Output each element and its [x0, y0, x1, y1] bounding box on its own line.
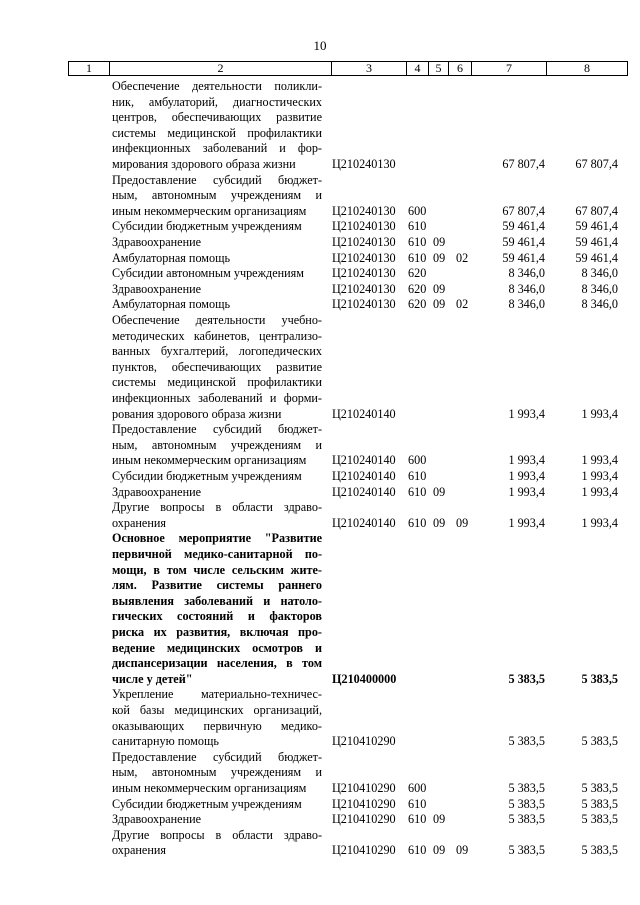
row-amount-1: 5 383,5 — [508, 796, 545, 811]
column-header-4: 4 — [406, 62, 428, 75]
row-name-line: ным, автономным учреждениям и — [112, 437, 322, 452]
row-amount-1: 1 993,4 — [508, 484, 545, 499]
row-expense-type: 620 — [408, 281, 427, 296]
row-name-line: числе у детей" — [112, 671, 193, 686]
row-amount-2: 59 461,4 — [575, 235, 618, 249]
row-name-line: рования здорового образа жизни — [112, 406, 282, 421]
table-row — [0, 485, 640, 501]
row-amount-2: 67 807,4 — [575, 203, 618, 218]
row-name-line: ник, амбулаторий, диагностических — [112, 94, 322, 109]
row-name-line: Здравоохранение — [112, 281, 202, 296]
row-name — [112, 282, 322, 298]
row-expense-type: 620 — [408, 297, 427, 312]
row-section: 09 — [433, 235, 446, 249]
row-code: Ц210240130 — [332, 235, 396, 249]
row-name — [112, 485, 322, 501]
row-amount-1: 1 993,4 — [508, 469, 545, 483]
row-amount-2: 67 807,4 — [575, 157, 618, 171]
row-expense-type: 610 — [408, 219, 427, 234]
row-amount-2: 1 993,4 — [581, 484, 618, 499]
row-name — [112, 469, 322, 485]
row-name — [112, 812, 322, 828]
column-header-row — [68, 61, 628, 76]
row-code: Ц210240130 — [332, 266, 396, 281]
row-amount-2: 5 383,5 — [581, 843, 618, 858]
row-name-line: ведение медицинских осмотров и — [112, 640, 322, 655]
row-code: Ц210240140 — [332, 453, 396, 468]
row-name — [112, 500, 322, 531]
row-expense-type: 610 — [408, 484, 427, 499]
row-amount-1: 59 461,4 — [502, 235, 545, 249]
row-name-line: пунктов, обеспечивающих развитие — [112, 359, 322, 374]
row-name-line: мощи, в том числе сельским жите- — [112, 562, 322, 577]
column-header-1: 1 — [86, 61, 92, 75]
row-name — [112, 797, 322, 813]
table-row — [0, 297, 640, 313]
row-amount-1: 5 383,5 — [508, 671, 545, 686]
row-name-line: Амбулаторная помощь — [112, 250, 231, 265]
row-code: Ц210240130 — [332, 157, 396, 171]
row-amount-1: 67 807,4 — [502, 157, 545, 171]
row-name-line: Обеспечение деятельности поликли- — [112, 79, 322, 93]
table-row — [0, 266, 640, 282]
row-amount-1: 8 346,0 — [508, 281, 545, 296]
row-name-line: Субсидии бюджетным учреждениям — [112, 796, 302, 811]
row-name — [112, 235, 322, 251]
column-header-7: 7 — [471, 62, 546, 75]
row-name — [112, 750, 322, 797]
row-expense-type: 610 — [408, 812, 427, 827]
row-name-line: инфекционных заболеваний и фор- — [112, 141, 322, 156]
row-expense-type: 610 — [408, 843, 427, 858]
row-code: Ц210240130 — [332, 297, 396, 312]
row-amount-2: 5 383,5 — [581, 671, 618, 686]
row-code: Ц210410290 — [332, 781, 396, 795]
row-name — [112, 173, 322, 220]
row-name-line: инфекционных заболеваний и форми- — [112, 390, 322, 405]
row-amount-2: 5 383,5 — [581, 812, 618, 827]
column-header-2: 2 — [109, 62, 331, 75]
row-expense-type: 610 — [408, 469, 427, 483]
row-amount-1: 8 346,0 — [508, 266, 545, 281]
row-code: Ц210240140 — [332, 484, 396, 499]
table-row — [0, 173, 640, 220]
row-section: 09 — [433, 515, 446, 530]
column-header-3: 3 — [331, 62, 406, 75]
row-subsection: 02 — [456, 297, 469, 312]
row-name-line: диспансеризации населения, в том — [112, 656, 322, 671]
row-name — [112, 828, 322, 859]
row-amount-1: 1 993,4 — [508, 515, 545, 530]
row-section: 09 — [433, 812, 446, 827]
row-section: 09 — [433, 484, 446, 499]
row-subsection: 09 — [456, 843, 469, 858]
row-subsection: 02 — [456, 250, 469, 265]
row-name-line: выявления заболеваний и натоло- — [112, 593, 322, 608]
table-row — [0, 313, 640, 422]
row-amount-1: 1 993,4 — [508, 453, 545, 468]
row-code: Ц210240130 — [332, 250, 396, 265]
row-name-line: кой базы медицинских организаций, — [112, 702, 322, 717]
row-name-line: системы медицинской профилактики — [112, 375, 322, 390]
row-amount-1: 1 993,4 — [508, 406, 545, 421]
row-name-line: центров, обеспечивающих развитие — [112, 110, 322, 125]
row-code: Ц210410290 — [332, 796, 396, 811]
row-name-line: иным некоммерческим организациям — [112, 453, 307, 468]
table-row — [0, 750, 640, 797]
row-expense-type: 610 — [408, 235, 427, 249]
row-code: Ц210240140 — [332, 469, 396, 483]
table-row — [0, 469, 640, 485]
table-row — [0, 219, 640, 235]
row-amount-2: 5 383,5 — [581, 734, 618, 749]
row-section: 09 — [433, 250, 446, 265]
row-amount-1: 8 346,0 — [508, 297, 545, 312]
row-name-line: первичной медико-санитарной по- — [112, 546, 322, 561]
table-row — [0, 797, 640, 813]
row-amount-2: 1 993,4 — [581, 406, 618, 421]
row-name — [112, 266, 322, 282]
row-name-line: ным, автономным учреждениям и — [112, 188, 322, 203]
row-subsection: 09 — [456, 515, 469, 530]
page-number: 10 — [313, 38, 327, 53]
row-name-line: Предоставление субсидий бюджет- — [112, 422, 322, 437]
row-amount-1: 5 383,5 — [508, 781, 545, 795]
row-name-line: Амбулаторная помощь — [112, 297, 231, 312]
row-expense-type: 610 — [408, 515, 427, 530]
row-amount-2: 59 461,4 — [575, 219, 618, 234]
row-code: Ц210410290 — [332, 734, 396, 749]
table-row — [0, 251, 640, 267]
row-section: 09 — [433, 281, 446, 296]
column-header-5: 5 — [428, 62, 448, 75]
row-code: Ц210410290 — [332, 843, 396, 858]
row-name — [112, 297, 322, 313]
row-amount-1: 5 383,5 — [508, 734, 545, 749]
row-code: Ц210400000 — [332, 671, 397, 686]
table-row — [0, 422, 640, 469]
row-name-line: мирования здорового образа жизни — [112, 156, 296, 171]
row-name-line: охранения — [112, 843, 166, 858]
table-row — [0, 500, 640, 531]
row-amount-2: 8 346,0 — [581, 297, 618, 312]
row-name — [112, 219, 322, 235]
row-name-line: Другие вопросы в области здраво- — [112, 827, 322, 842]
table-row — [0, 282, 640, 298]
column-header-8: 8 — [546, 62, 627, 75]
row-name-line: системы медицинской профилактики — [112, 125, 322, 140]
row-name-line: Субсидии автономным учреждениям — [112, 266, 304, 281]
table-row — [0, 828, 640, 859]
row-amount-1: 5 383,5 — [508, 843, 545, 858]
row-name — [112, 531, 322, 687]
row-amount-2: 1 993,4 — [581, 453, 618, 468]
row-amount-1: 59 461,4 — [502, 219, 545, 234]
row-name — [112, 422, 322, 469]
row-name-line: Здравоохранение — [112, 235, 202, 249]
row-expense-type: 600 — [408, 203, 427, 218]
row-name-line: лям. Развитие системы раннего — [112, 578, 322, 593]
row-name — [112, 687, 322, 749]
row-name-line: оказывающих первичную медико- — [112, 718, 322, 733]
row-section: 09 — [433, 843, 446, 858]
row-code: Ц210240130 — [332, 281, 396, 296]
row-amount-2: 5 383,5 — [581, 781, 618, 795]
row-amount-1: 59 461,4 — [502, 250, 545, 265]
row-name-line: санитарную помощь — [112, 734, 219, 749]
row-amount-2: 1 993,4 — [581, 515, 618, 530]
row-name-line: Другие вопросы в области здраво- — [112, 500, 322, 515]
row-name-line: ным, автономным учреждениям и — [112, 765, 322, 780]
table-row — [0, 687, 640, 749]
row-name-line: гических состояний и факторов — [112, 609, 322, 624]
row-code: Ц210240130 — [332, 219, 396, 234]
row-amount-2: 1 993,4 — [581, 469, 618, 483]
row-expense-type: 600 — [408, 781, 427, 795]
row-name — [112, 79, 322, 173]
row-name — [112, 251, 322, 267]
row-name-line: риска их развития, включая про- — [112, 624, 322, 639]
row-name-line: Предоставление субсидий бюджет- — [112, 749, 322, 764]
row-name-line: Обеспечение деятельности учебно- — [112, 313, 322, 327]
table-row — [0, 79, 640, 173]
row-name-line: Основное мероприятие "Развитие — [112, 531, 322, 546]
table-row — [0, 531, 640, 687]
row-amount-2: 8 346,0 — [581, 266, 618, 281]
row-name-line: охранения — [112, 515, 166, 530]
column-header-6: 6 — [448, 62, 471, 75]
row-name — [112, 313, 322, 422]
table-row — [0, 235, 640, 251]
row-name-line: ванных бухгалтерий, логопедических — [112, 344, 322, 359]
row-code: Ц210240140 — [332, 406, 396, 421]
row-expense-type: 620 — [408, 266, 427, 281]
table-row — [0, 812, 640, 828]
row-section: 09 — [433, 297, 446, 312]
row-amount-2: 8 346,0 — [581, 281, 618, 296]
row-name-line: Здравоохранение — [112, 484, 202, 499]
row-amount-2: 5 383,5 — [581, 796, 618, 811]
row-code: Ц210410290 — [332, 812, 396, 827]
row-amount-1: 67 807,4 — [502, 203, 545, 218]
row-amount-1: 5 383,5 — [508, 812, 545, 827]
row-name-line: Субсидии бюджетным учреждениям — [112, 469, 302, 483]
row-name-line: иным некоммерческим организациям — [112, 203, 307, 218]
row-name-line: методических кабинетов, централизо- — [112, 328, 322, 343]
row-amount-2: 59 461,4 — [575, 250, 618, 265]
row-name-line: иным некоммерческим организациям — [112, 780, 307, 795]
row-expense-type: 610 — [408, 796, 427, 811]
row-code: Ц210240140 — [332, 515, 396, 530]
row-name-line: Здравоохранение — [112, 812, 202, 827]
row-expense-type: 600 — [408, 453, 427, 468]
row-name-line: Предоставление субсидий бюджет- — [112, 172, 322, 187]
row-expense-type: 610 — [408, 250, 427, 265]
row-name-line: Субсидии бюджетным учреждениям — [112, 219, 302, 234]
row-name-line: Укрепление материально-техничес- — [112, 687, 322, 702]
row-code: Ц210240130 — [332, 203, 396, 218]
